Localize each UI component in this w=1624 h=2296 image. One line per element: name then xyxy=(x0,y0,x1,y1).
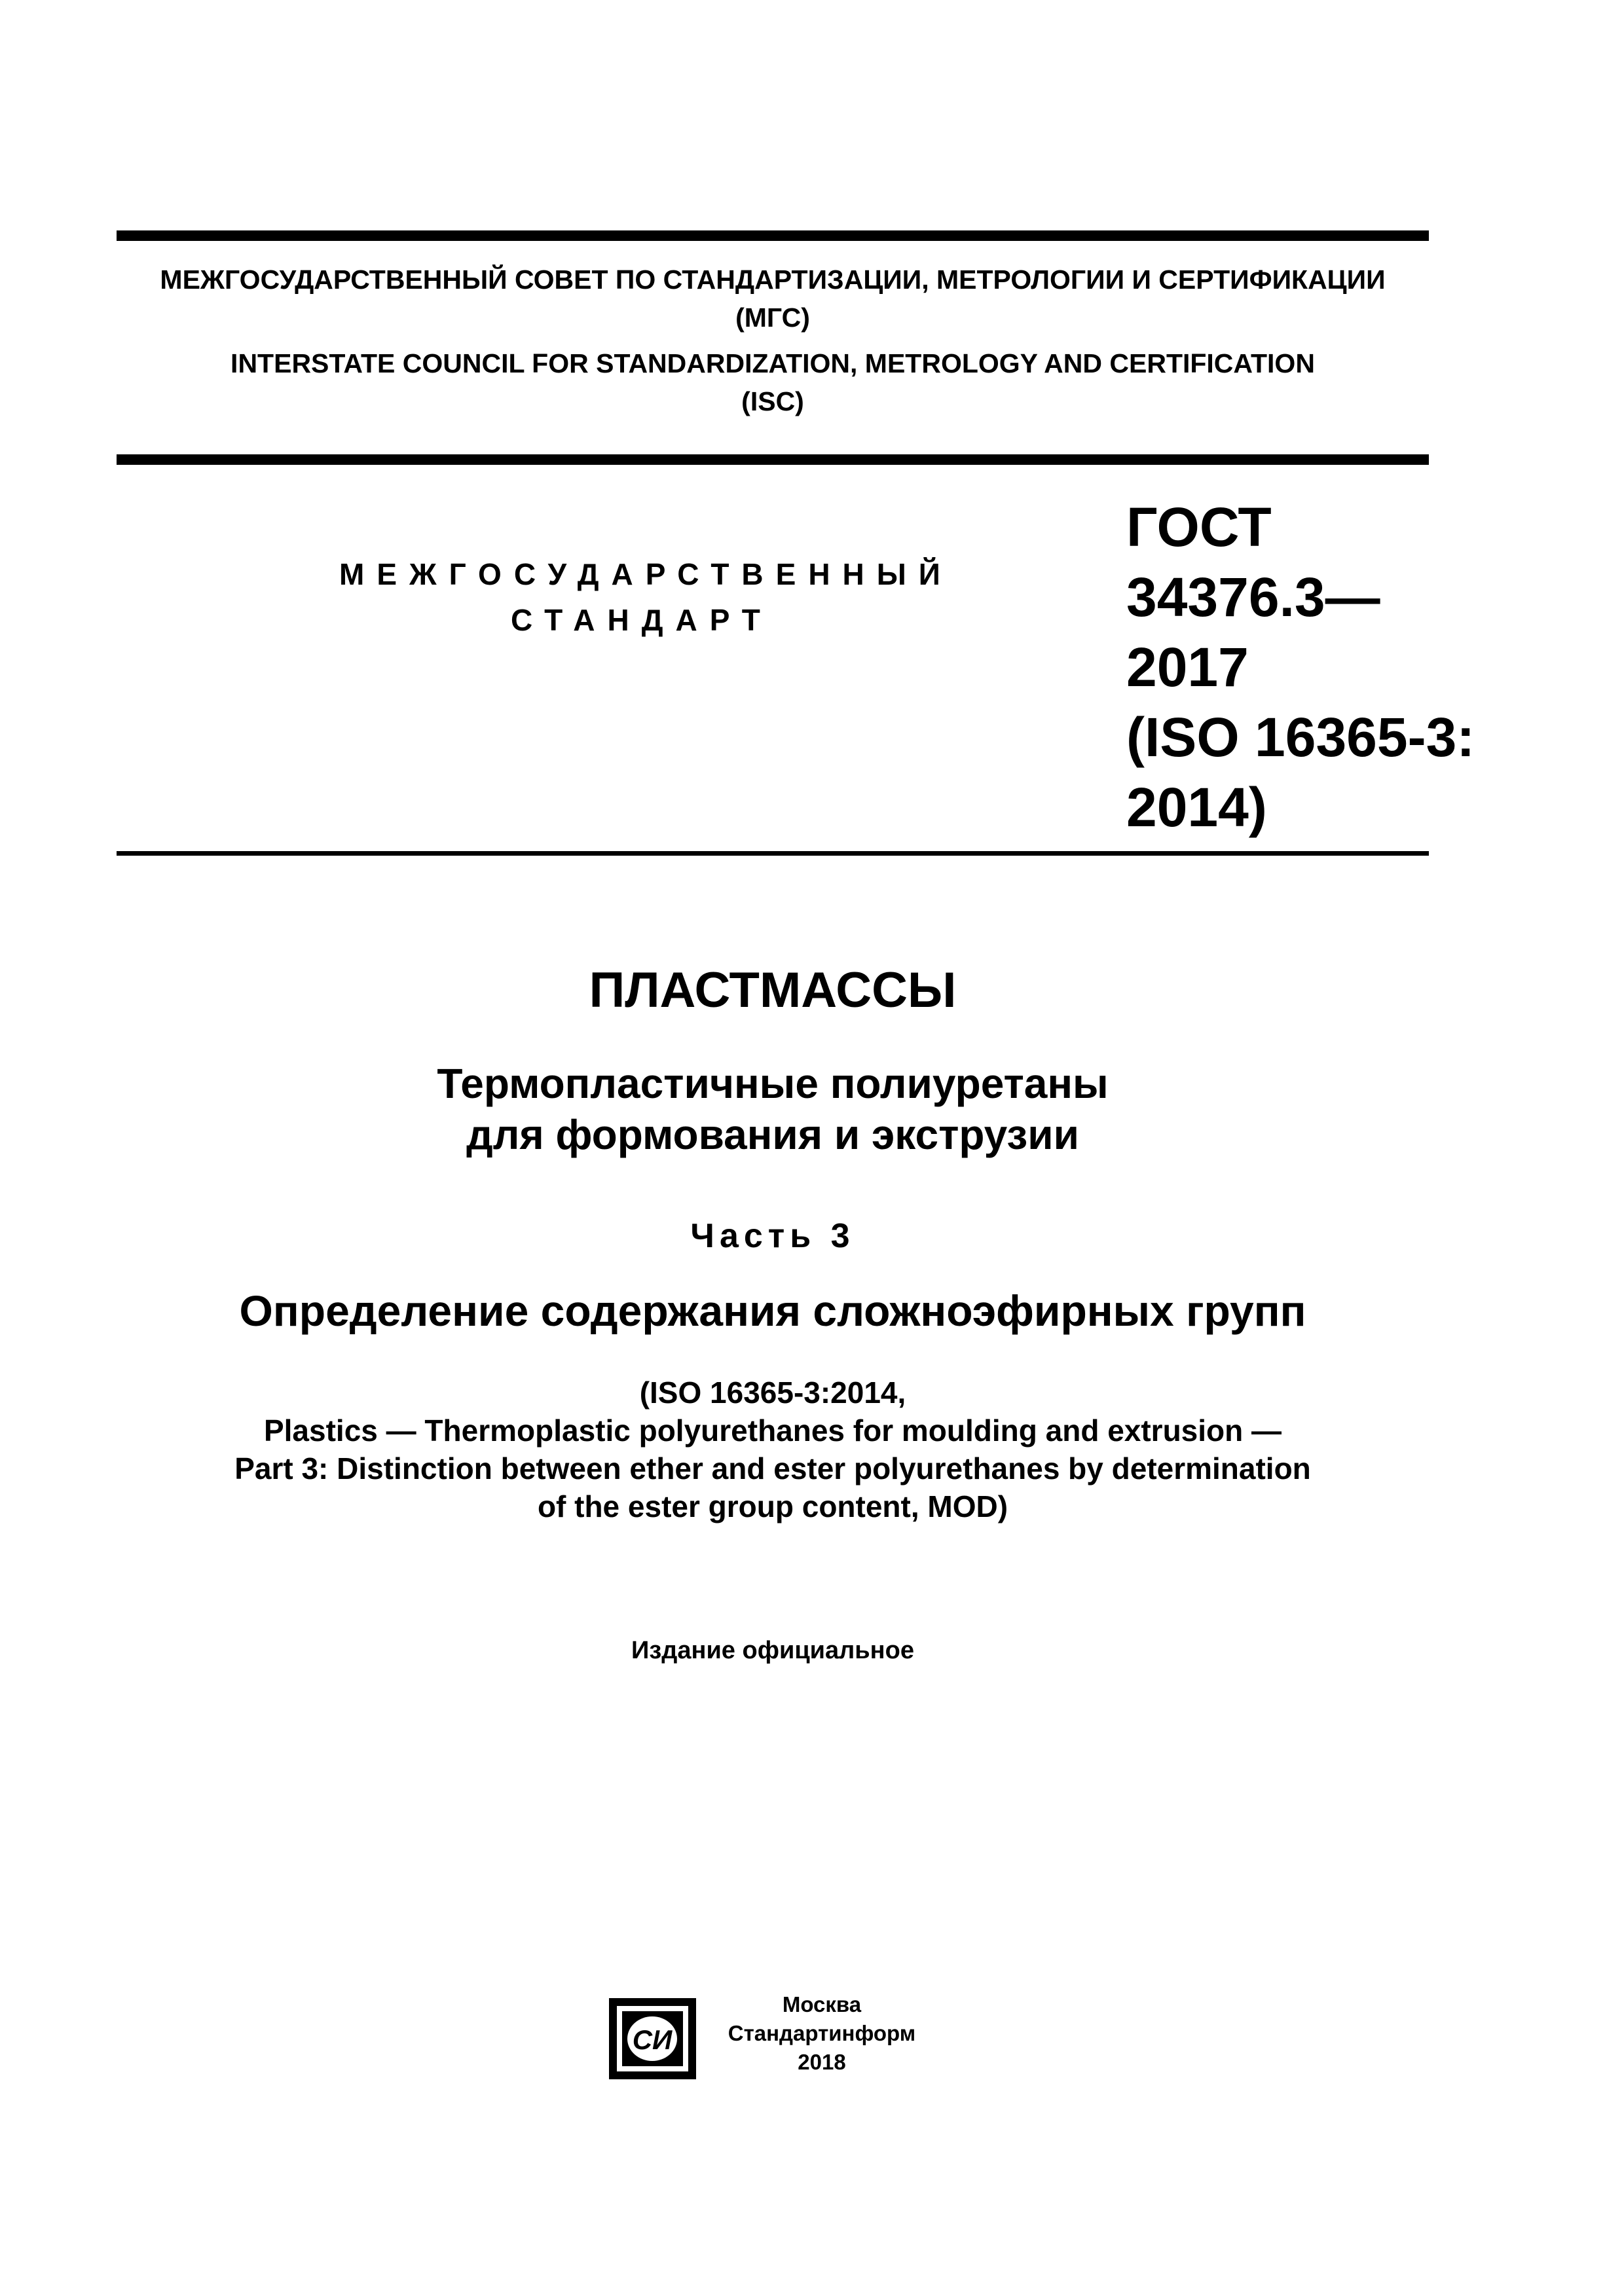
part-number: Часть 3 xyxy=(690,1217,855,1255)
standard-type-line2: СТАНДАРТ xyxy=(511,603,773,637)
standartinform-logo-icon xyxy=(608,1997,697,2081)
subtitle-line1: Термопластичные полиуретаны xyxy=(437,1060,1109,1107)
iso-reference-line1: (ISO 16365-3:2014, xyxy=(639,1376,906,1410)
publisher-block xyxy=(710,1990,933,2077)
designation-line4: (ISO 16365-3: xyxy=(1126,706,1475,768)
council-abbr-ru: (МГС) xyxy=(735,302,810,333)
designation-line1: ГОСТ xyxy=(1126,496,1272,558)
top-rule xyxy=(117,230,1429,241)
part-title: Определение содержания сложноэфирных групп xyxy=(239,1286,1306,1335)
designation-line3: 2017 xyxy=(1126,636,1249,698)
iso-reference-line4: of the ester group content, MOD) xyxy=(537,1489,1008,1523)
designation-line2: 34376.3— xyxy=(1126,566,1380,628)
council-name-en: INTERSTATE COUNCIL FOR STANDARDIZATION, METROLOGY AND CERTIFICATION xyxy=(231,348,1315,378)
standard-type-line1: МЕЖГОСУДАРСТВЕННЫЙ xyxy=(339,557,953,591)
publisher-name: Стандартинформ xyxy=(728,2021,916,2045)
iso-reference-line3: Part 3: Distinction between ether and ester polyurethanes by determination xyxy=(234,1451,1311,1485)
svg-text:СИ: СИ xyxy=(632,2024,673,2055)
edition-label: Издание официальное xyxy=(631,1637,914,1664)
publisher-city: Москва xyxy=(782,1992,862,2016)
document-title: ПЛАСТМАССЫ xyxy=(589,962,957,1018)
iso-reference xyxy=(117,1374,1429,1525)
document-subtitle xyxy=(117,1058,1429,1160)
council-bottom-rule xyxy=(117,454,1429,465)
standard-designation xyxy=(1126,492,1475,843)
iso-reference-line2: Plastics — Thermoplastic polyurethanes for moulding and extrusion — xyxy=(263,1413,1282,1448)
designation-line5: 2014) xyxy=(1126,776,1267,838)
council-name-ru: МЕЖГОСУДАРСТВЕННЫЙ СОВЕТ ПО СТАНДАРТИЗАЦИИ, МЕТРОЛОГИИ И СЕРТИФИКАЦИИ xyxy=(160,264,1386,295)
designation-bottom-rule xyxy=(117,851,1429,856)
council-abbr-en: (ISC) xyxy=(741,386,804,416)
council-block xyxy=(117,261,1429,420)
publisher-year: 2018 xyxy=(798,2050,846,2074)
subtitle-line2: для формования и экструзии xyxy=(466,1111,1079,1158)
